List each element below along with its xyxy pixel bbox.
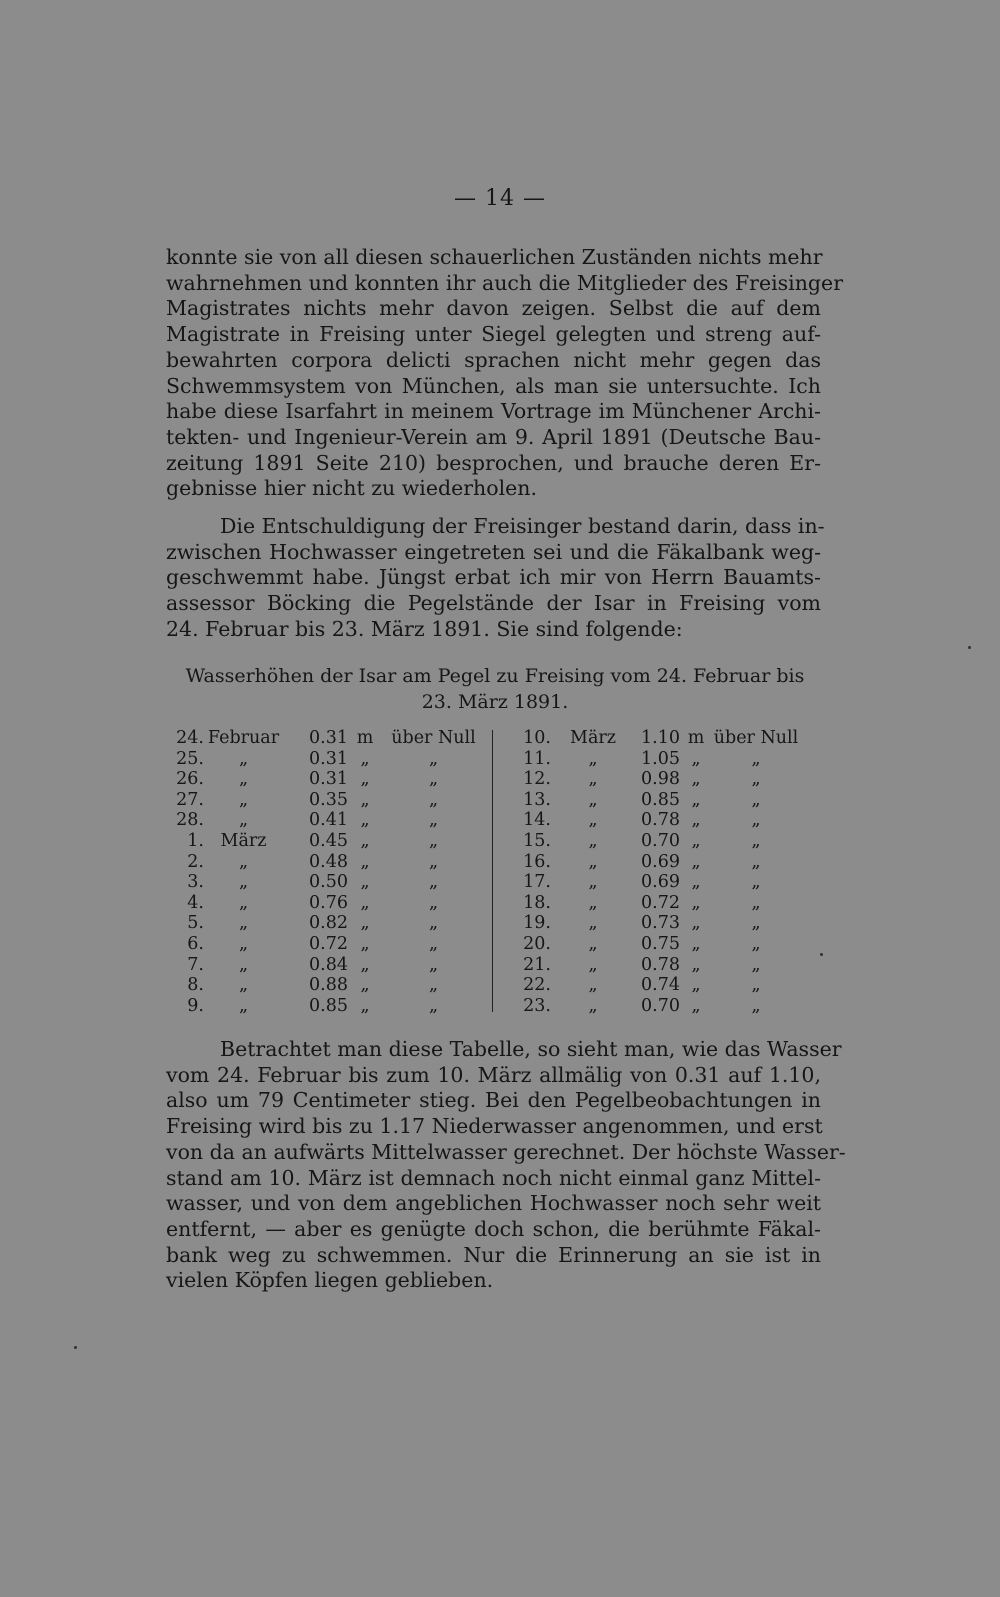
table-caption-line: Wasserhöhen der Isar am Pegel zu Freising vom 24. Februar bis	[185, 665, 805, 687]
table-cell-unit: „	[360, 851, 370, 872]
table-cell-day: 22.	[523, 975, 551, 996]
table-cell-value: 0.70	[641, 995, 680, 1016]
table-cell-reference: „	[428, 954, 439, 975]
page-number: — 14 —	[454, 186, 546, 211]
table-cell-reference: „	[428, 769, 439, 790]
table-cell-value: 0.70	[641, 830, 680, 851]
text-line: Die Entschuldigung der Freisinger bestand darin, dass in-	[220, 514, 825, 538]
table-cell-month: „	[588, 872, 598, 893]
table-cell-reference: „	[751, 933, 761, 954]
table-cell-reference: „	[751, 830, 761, 851]
table-cell-month: „	[238, 748, 249, 769]
table-row	[519, 996, 824, 1017]
table-row	[519, 769, 824, 790]
text-line: Magistrate in Freising unter Siegel gelegten und streng auf-	[166, 322, 821, 347]
table-row	[176, 831, 481, 852]
table-cell-unit: „	[360, 975, 370, 996]
table-cell-value: 0.31	[309, 748, 348, 769]
table-cell-month: März	[220, 830, 267, 851]
table-cell-month: „	[238, 851, 249, 872]
table-cell-day: 5.	[187, 913, 204, 934]
table-cell-value: 0.48	[309, 851, 348, 872]
table-cell-unit: „	[691, 995, 701, 1016]
table-cell-value: 0.72	[309, 933, 348, 954]
table-cell-unit: m	[687, 728, 705, 748]
table-caption	[180, 663, 810, 715]
text-line: Schwemmsystem von München, als man sie untersuchte. Ich	[166, 373, 821, 398]
table-cell-value: 0.84	[309, 954, 348, 975]
table-cell-unit: „	[691, 769, 701, 790]
table-cell-value: 0.75	[641, 933, 680, 954]
table-cell-value: 0.88	[309, 975, 348, 996]
text-line: wahrnehmen und konnten ihr auch die Mitglieder des Freisinger	[166, 270, 843, 295]
table-cell-day: 9.	[187, 995, 204, 1016]
table-cell-month: „	[238, 789, 249, 810]
table-cell-reference: „	[428, 933, 439, 954]
paragraph-3	[166, 1037, 846, 1294]
table-cell-value: 0.50	[309, 872, 348, 893]
text-line: assessor Böcking die Pegelstände der Isar in Freising vom	[166, 591, 821, 616]
table-cell-day: 11.	[523, 748, 551, 769]
table-cell-unit: m	[356, 728, 374, 748]
column-divider	[492, 730, 493, 1012]
text-line: konnte sie von all diesen schauerlichen Zuständen nichts mehr	[166, 245, 823, 269]
table-cell-day: 27.	[176, 789, 204, 810]
table-cell-value: 0.78	[641, 810, 680, 831]
table-row	[176, 955, 481, 976]
table-cell-reference: „	[751, 892, 761, 913]
table-cell-unit: „	[691, 975, 701, 996]
table-cell-reference: „	[751, 810, 761, 831]
text-line: gebnisse hier nicht zu wiederholen.	[166, 476, 537, 501]
table-cell-day: 6.	[187, 933, 204, 954]
table-cell-day: 16.	[523, 851, 551, 872]
table-cell-unit: „	[360, 748, 370, 769]
table-row	[176, 769, 481, 790]
table-row	[519, 893, 824, 914]
table-row	[176, 893, 481, 914]
table-cell-month: „	[588, 892, 598, 913]
paragraph-2	[166, 514, 825, 643]
table-cell-month: „	[238, 975, 249, 996]
table-cell-reference: über Null	[713, 728, 799, 748]
table-cell-day: 25.	[176, 748, 204, 769]
table-cell-day: 3.	[187, 872, 204, 893]
table-cell-month: „	[588, 830, 598, 851]
table-cell-unit: „	[360, 995, 370, 1016]
table-row	[176, 728, 481, 749]
table-row	[176, 913, 481, 934]
table-cell-value: 0.31	[309, 769, 348, 790]
table-cell-day: 14.	[523, 810, 551, 831]
table-cell-value: 0.69	[641, 851, 680, 872]
table-cell-unit: „	[691, 830, 701, 851]
table-cell-value: 0.85	[309, 995, 348, 1016]
table-cell-reference: „	[751, 954, 761, 975]
table-cell-unit: „	[691, 851, 701, 872]
text-line: entfernt, — aber es genügte doch schon, die berühmte Fäkal-	[166, 1216, 821, 1241]
table-cell-unit: „	[360, 954, 370, 975]
table-cell-reference: „	[751, 913, 761, 934]
table-cell-reference: „	[428, 872, 439, 893]
table-cell-unit: „	[360, 892, 370, 913]
table-cell-day: 2.	[187, 851, 204, 872]
table-cell-value: 0.35	[309, 789, 348, 810]
table-cell-day: 15.	[523, 830, 551, 851]
table-cell-unit: „	[691, 789, 701, 810]
table-cell-month: „	[588, 748, 598, 769]
table-cell-day: 18.	[523, 892, 551, 913]
table-cell-unit: „	[360, 769, 370, 790]
table-cell-value: 0.73	[641, 913, 680, 934]
scan-speck	[820, 953, 823, 956]
table-cell-reference: „	[751, 975, 761, 996]
table-cell-value: 0.45	[309, 830, 348, 851]
table-cell-month: „	[588, 810, 598, 831]
table-cell-month: „	[588, 995, 598, 1016]
table-row	[176, 975, 481, 996]
table-row	[519, 872, 824, 893]
table-cell-day: 28.	[176, 810, 204, 831]
table-cell-month: „	[238, 954, 249, 975]
table-row	[176, 790, 481, 811]
table-cell-month: „	[238, 810, 249, 831]
table-cell-value: 0.85	[641, 789, 680, 810]
table-cell-reference: „	[751, 748, 761, 769]
table-row	[519, 790, 824, 811]
table-cell-value: 0.78	[641, 954, 680, 975]
table-cell-month: März	[570, 728, 616, 748]
table-cell-value: 0.98	[641, 769, 680, 790]
table-cell-day: 1.	[187, 830, 204, 851]
paragraph-1	[166, 245, 843, 502]
table-cell-value: 1.05	[641, 748, 680, 769]
table-column-left	[176, 728, 481, 1016]
table-cell-month: „	[238, 872, 249, 893]
text-line: tekten- und Ingenieur-Verein am 9. April 1891 (Deutsche Bau-	[166, 424, 821, 449]
table-cell-value: 0.31	[309, 728, 348, 748]
table-cell-day: 4.	[187, 892, 204, 913]
text-line: vom 24. Februar bis zum 10. März allmälig von 0.31 auf 1.10,	[166, 1062, 821, 1087]
table-cell-value: 0.82	[309, 913, 348, 934]
table-row	[519, 749, 824, 770]
table-cell-reference: „	[428, 748, 439, 769]
table-cell-month: „	[588, 933, 598, 954]
table-cell-day: 19.	[523, 913, 551, 934]
table-cell-month: „	[588, 975, 598, 996]
table-cell-month: „	[588, 769, 598, 790]
text-line: geschwemmt habe. Jüngst erbat ich mir von Herrn Bauamts-	[166, 565, 821, 590]
table-cell-unit: „	[691, 954, 701, 975]
table-cell-value: 0.69	[641, 872, 680, 893]
table-cell-unit: „	[691, 892, 701, 913]
table-cell-month: „	[588, 851, 598, 872]
table-cell-value: 0.74	[641, 975, 680, 996]
text-line: habe diese Isarfahrt in meinem Vortrage im Münchener Archi-	[166, 399, 821, 424]
table-row	[519, 831, 824, 852]
table-cell-unit: „	[360, 872, 370, 893]
table-row	[176, 872, 481, 893]
table-cell-day: 13.	[523, 789, 551, 810]
table-cell-reference: „	[428, 851, 439, 872]
text-line: 24. Februar bis 23. März 1891. Sie sind folgende:	[166, 616, 683, 641]
table-cell-reference: „	[428, 892, 439, 913]
text-line: von da an aufwärts Mittelwasser gerechnet. Der höchste Wasser-	[166, 1139, 846, 1164]
table-cell-day: 21.	[523, 954, 551, 975]
table-cell-month: „	[588, 954, 598, 975]
text-line: vielen Köpfen liegen geblieben.	[166, 1268, 494, 1293]
table-row	[519, 810, 824, 831]
table-cell-reference: „	[428, 830, 439, 851]
table-row	[176, 749, 481, 770]
table-cell-day: 26.	[176, 769, 204, 790]
table-row	[519, 913, 824, 934]
table-cell-unit: „	[360, 913, 370, 934]
table-cell-day: 24.	[176, 728, 204, 748]
scan-speck	[74, 1346, 77, 1349]
text-line: zwischen Hochwasser eingetreten sei und die Fäkalbank weg-	[166, 539, 821, 564]
table-cell-reference: „	[751, 789, 761, 810]
table-cell-reference: „	[751, 769, 761, 790]
text-line: stand am 10. März ist demnach noch nicht einmal ganz Mittel-	[166, 1165, 821, 1190]
table-cell-day: 17.	[523, 872, 551, 893]
table-cell-day: 12.	[523, 769, 551, 790]
text-line: also um 79 Centimeter stieg. Bei den Pegelbeobachtungen in	[166, 1088, 821, 1113]
table-cell-month: Februar	[207, 728, 280, 748]
table-cell-value: 0.76	[309, 892, 348, 913]
table-cell-reference: „	[428, 975, 439, 996]
table-cell-day: 23.	[523, 995, 551, 1016]
table-cell-month: „	[238, 995, 249, 1016]
table-cell-month: „	[238, 913, 249, 934]
table-cell-reference: „	[751, 872, 761, 893]
table-cell-day: 10.	[523, 728, 551, 748]
table-cell-month: „	[238, 933, 249, 954]
table-cell-value: 0.41	[309, 810, 348, 831]
table-cell-day: 20.	[523, 933, 551, 954]
table-cell-unit: „	[691, 748, 701, 769]
table-cell-month: „	[588, 789, 598, 810]
table-cell-unit: „	[691, 872, 701, 893]
table-cell-value: 1.10	[641, 728, 680, 748]
text-line: bank weg zu schwemmen. Nur die Erinnerung an sie ist in	[166, 1242, 821, 1267]
text-line: wasser, und von dem angeblichen Hochwasser noch sehr weit	[166, 1191, 821, 1216]
table-cell-reference: „	[751, 995, 761, 1016]
table-cell-unit: „	[691, 810, 701, 831]
text-line: Betrachtet man diese Tabelle, so sieht man, wie das Wasser	[220, 1037, 842, 1061]
table-column-right	[519, 728, 824, 1016]
table-row	[519, 728, 824, 749]
table-row	[519, 975, 824, 996]
table-row	[176, 934, 481, 955]
table-row	[519, 955, 824, 976]
text-line: Magistrates nichts mehr davon zeigen. Selbst die auf dem	[166, 296, 821, 321]
text-line: bewahrten corpora delicti sprachen nicht mehr gegen das	[166, 347, 821, 372]
table-row	[176, 996, 481, 1017]
table-cell-month: „	[588, 913, 598, 934]
table-cell-reference: über Null	[391, 728, 476, 748]
table-cell-unit: „	[691, 913, 701, 934]
table-cell-unit: „	[360, 830, 370, 851]
table-cell-value: 0.72	[641, 892, 680, 913]
table-cell-reference: „	[428, 789, 439, 810]
table-cell-unit: „	[360, 789, 370, 810]
table-caption-line: 23. März 1891.	[421, 691, 569, 713]
table-row	[176, 810, 481, 831]
table-cell-reference: „	[428, 913, 439, 934]
table-cell-month: „	[238, 769, 249, 790]
table-cell-unit: „	[360, 810, 370, 831]
table-cell-day: 8.	[187, 975, 204, 996]
text-line: zeitung 1891 Seite 210) besprochen, und brauche deren Er-	[166, 450, 821, 475]
table-row	[519, 934, 824, 955]
table-cell-month: „	[238, 892, 249, 913]
table-row	[519, 852, 824, 873]
table-cell-unit: „	[691, 933, 701, 954]
text-line: Freising wird bis zu 1.17 Niederwasser angenommen, und erst	[166, 1114, 823, 1139]
table-cell-reference: „	[428, 810, 439, 831]
scan-speck	[968, 646, 971, 649]
table-row	[176, 852, 481, 873]
table-cell-unit: „	[360, 933, 370, 954]
table-cell-reference: „	[751, 851, 761, 872]
table-cell-day: 7.	[187, 954, 204, 975]
table-cell-reference: „	[428, 995, 439, 1016]
